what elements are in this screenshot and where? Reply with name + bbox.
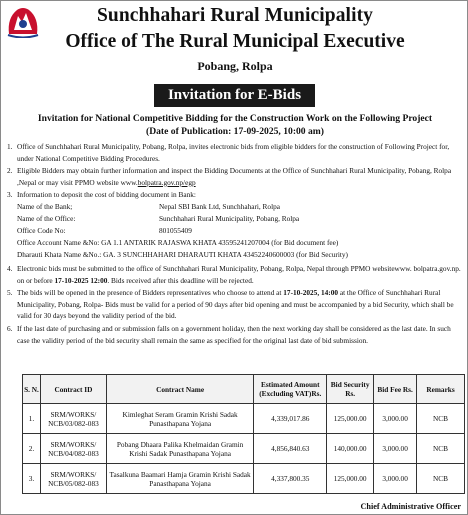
ppmo-link[interactable]: bolpatra.gov.np/egp [137, 177, 196, 187]
col-header-estimated-amount: Estimated Amount (Excluding VAT)Rs. [254, 375, 327, 404]
col-header-bid-security: Bid Security Rs. [327, 375, 374, 404]
table-header-row [23, 375, 465, 404]
submission-deadline: 17-10-2025 12:00 [54, 275, 108, 285]
table-row: 1. SRM/WORKS/ NCB/03/082-083 Kimleghat Seram Gramin Krishi Sadak Punasthapana Yojana 4,339,017.86 125,000.00 3,000.00 NCB [23, 404, 465, 434]
table-row: 3. SRM/WORKS/ NCB/05/082-083 Tasalkuna Baamari Hamja Gramin Krishi Sadak Panasthapana Yojana 4,337,800.35 125,000.00 3,000.00 NCB [23, 464, 465, 494]
table-row: 2. SRM/WORKS/ NCB/04/082-083 Pobang Dhaara Palika Khelmaidan Gramin Krishi Sadak Punasthapana Yojana 4,856,840.63 140,000.00 3,000.00 NCB [23, 434, 465, 464]
col-header-bid-fee: Bid Fee Rs. [374, 375, 417, 404]
signatory: Chief Administrative Officer [360, 502, 461, 511]
contracts-table [22, 374, 465, 494]
opening-datetime: 17-10-2025, 14:00 [283, 288, 338, 297]
col-header-contract-name: Contract Name [106, 375, 253, 404]
col-header-remarks: Remarks [417, 375, 465, 404]
notice-page: Sunchhahari Rural Municipality Office of The Rural Municipal Executive Pobang, Rolpa Invitation for E-Bids Invitation for National Competitive Bidding for the Construction Work on the Following Project (Date of Publication: 17-09-2025, 10:00 am) 1. Office of Sunchhahari Rural Municipality, Pobang, Rolpa, invites electronic bids from eligible bidders for the construction of Following Project for, under National Competitive Bidding Procedures. 2. Eligible Bidders may obtain further information and inspect the Bidding Documents at the Office of Sunchhahari Rural Municipality, Pobang, Rolpa ,Nepal or may visit PPMO website www.bolpatra.gov.np/egp 3. Information to deposit the cost of bidding document in Bank: Name of the Bank; Nepal SBI Bank Ltd, Sunchhahari, Rolpa Name of the Office: Sunchhahari Rural Municipality, Pobang, Rolpa Office Code No: 801055409 Office Account Name &No: GA 1.1 ANTARIK RAJASWA KHATA 43595241207004 (for Bid document fee) Dharauti Khata Name &No.: GA. 3 SUNCHHAHARI DHARAUTI KHATA 43452240600003 (for Bid Security) 4. Electronic bids must be submitted to the office of Sunchhahari Rural Municipality, Pobang, Rolpa, Nepal through PPMO websitewww. bolpatra.gov.np. on or before 17-10-2025 12:00. Bids received after this deadline will be rejected. 5. The bids will be opened in the presence of Bidders representatives who choose to attend at 17-10-2025, 14:00 at the Office of Sunchhahari Rural Municipality, Pobang, Rolpa- Bids must be valid for a period of 90 days after bid opening and must be accompanied by a bid Security, which shall be valid for 30 days beyond the validity period of the bid. 6. If the last date of purchasing and or submission falls on a government holiday, then the next working day shall be considered as the last date. In such case the validity period of the bid security shall remain the same as specified for the original last date of bid submission. S. N. Contract ID Contract Name Estimated Amount (Excluding VAT)Rs. Bid Security Rs. Bid Fee Rs. Remarks 1. SRM/WORKS/ NCB/03/082-083 Kimleghat Seram Gramin Krishi Sadak Punasthapana Yojana 4,339,017.86 125,000.00 3,000.00 NCB 2. SRM/WORKS/ NCB/04/082-083 Pobang Dhaara Palika Khelmaidan Gramin Krishi Sadak Punasthapana Yojana 4,856,840.63 140,000.00 3,000.00 NCB 3. SRM/WORKS/ NCB/05/082-083 Tasalkuna Baamari Hamja Gramin Krishi Sadak Panasthapana Yojana 4,337,800.35 125,000.00 3,000.00 NCB Chief Administrative Officer [0, 0, 468, 515]
dharauti-account-row: Dharauti Khata Name &No.: GA. 3 SUNCHHAHARI DHARAUTI KHATA 43452240600003 (for Bid Security) [17, 250, 348, 259]
col-header-sn: S. N. [23, 375, 41, 404]
notice-subtitle: Invitation for National Competitive Bidding for the Construction Work on the Following Project [37, 113, 433, 124]
col-header-contract-id: Contract ID [40, 375, 106, 404]
municipality-title: Sunchhahari Rural Municipality [96, 5, 374, 26]
ebid-banner: Invitation for E-Bids [154, 84, 315, 107]
office-account-row: Office Account Name &No: GA 1.1 ANTARIK RAJASWA KHATA 43595241207004 (for Bid document fee) [17, 238, 339, 247]
office-title: Office of The Rural Municipal Executive [65, 31, 405, 52]
location-title: Pobang, Rolpa [197, 59, 273, 73]
publication-date: (Date of Publication: 17-09-2025, 10:00 am) [146, 126, 324, 137]
